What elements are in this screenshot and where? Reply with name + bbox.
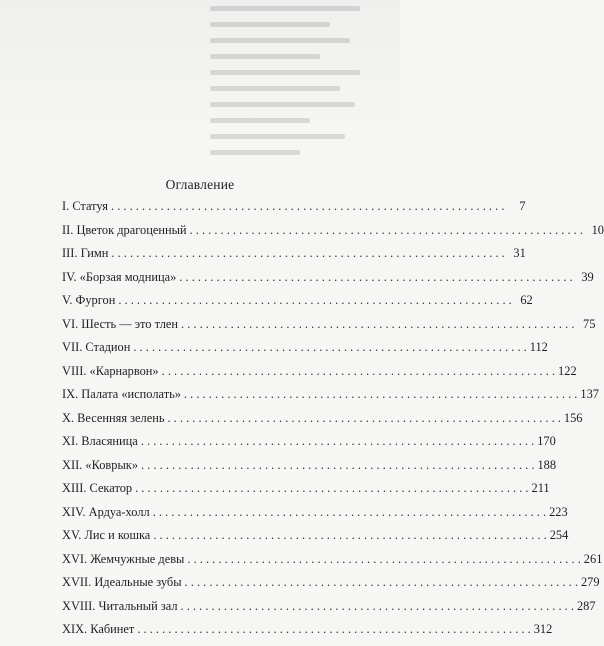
- toc-entry-page-number: 211: [531, 481, 550, 495]
- toc-entry-title: IX. Палата «исполать»: [62, 387, 181, 401]
- toc-entry: [62, 387, 599, 411]
- toc-entry: [62, 528, 569, 552]
- toc-entry: [62, 575, 600, 599]
- toc-entry-title: XVIII. Читальный зал: [62, 598, 178, 613]
- dot-leader: [162, 364, 555, 379]
- toc-entry: [62, 457, 557, 482]
- dot-leader: [137, 622, 530, 637]
- toc-entry: [62, 293, 533, 317]
- dot-leader: [153, 528, 546, 543]
- toc-entry-title: II. Цветок драгоценный: [62, 222, 187, 237]
- toc-entry-title: XIX. Кабинет: [62, 622, 135, 636]
- toc-entry-page-number: 75: [583, 316, 596, 331]
- dot-leader: [111, 199, 504, 214]
- toc-entry: [62, 363, 577, 388]
- toc-entry-title: IV. «Борзая модница»: [62, 269, 177, 284]
- toc-entry-page-number: 279: [580, 575, 600, 589]
- toc-entry-page-number: 287: [576, 598, 596, 613]
- dot-leader: [111, 246, 504, 261]
- toc-entry: [62, 269, 594, 294]
- toc-entry-title: VIII. «Карнарвон»: [62, 363, 159, 378]
- toc-entry: [62, 222, 604, 247]
- toc-entry-page-number: 62: [520, 293, 533, 307]
- toc-entry-title: X. Весенняя зелень: [62, 410, 165, 425]
- toc-entry-title: I. Статуя: [62, 199, 109, 213]
- dot-leader: [184, 387, 577, 402]
- toc-entry-page-number: 254: [549, 528, 569, 542]
- toc-entry-title: III. Гимн: [62, 246, 109, 260]
- toc-entry-title: V. Фургон: [62, 293, 116, 307]
- toc-entry-page-number: 7: [519, 199, 526, 213]
- toc-entry-page-number: 10: [591, 222, 604, 237]
- toc-entry-page-number: 223: [549, 504, 568, 519]
- toc-entry: [62, 481, 550, 505]
- toc-entry: [62, 246, 526, 270]
- toc-entry-page-number: 312: [533, 622, 553, 636]
- toc-entry-title: VI. Шесть — это тлен: [62, 316, 179, 331]
- toc-entry-page-number: 112: [529, 340, 548, 354]
- dot-leader: [190, 223, 583, 238]
- toc-entry: [62, 316, 596, 341]
- toc-entry-title: XII. «Коврык»: [62, 457, 139, 472]
- toc-entry-page-number: 156: [563, 410, 583, 425]
- dot-leader: [181, 599, 574, 614]
- toc-entry-page-number: 137: [580, 387, 599, 401]
- dot-leader: [187, 552, 580, 567]
- toc-entry: [62, 340, 548, 364]
- toc-entry-page-number: 122: [558, 363, 577, 378]
- dot-leader: [181, 317, 574, 332]
- toc-entry: [62, 598, 596, 623]
- toc-entry-page-number: 39: [581, 269, 594, 284]
- toc-entry-title: XV. Лис и кошка: [62, 528, 151, 542]
- dot-leader: [153, 505, 546, 520]
- toc-entry: [62, 504, 568, 529]
- toc-entry-page-number: 170: [537, 434, 556, 448]
- table-of-contents: [62, 199, 604, 646]
- toc-entry-page-number: 261: [583, 551, 603, 566]
- dot-leader: [185, 575, 578, 590]
- toc-entry-title: VII. Стадион: [62, 340, 131, 354]
- dot-leader: [118, 293, 511, 308]
- toc-entry-page-number: 31: [513, 246, 526, 260]
- dot-leader: [141, 458, 534, 473]
- page-title: Оглавление: [165, 177, 235, 192]
- toc-entry: [62, 622, 553, 646]
- toc-entry: [62, 199, 526, 223]
- dot-leader: [141, 434, 534, 449]
- dot-leader: [133, 340, 526, 355]
- toc-entry-title: XVI. Жемчужные девы: [62, 551, 185, 566]
- dot-leader: [179, 270, 572, 285]
- toc-entry-title: XVII. Идеальные зубы: [62, 575, 182, 589]
- toc-entry-page-number: 188: [537, 457, 557, 472]
- reverse-page-bleed-through: [210, 0, 400, 165]
- toc-entry-title: XIV. Ардуа-холл: [62, 504, 150, 519]
- dot-leader: [167, 411, 560, 426]
- toc-entry-title: XI. Власяница: [62, 434, 138, 448]
- toc-entry: [62, 410, 583, 435]
- dot-leader: [135, 481, 528, 496]
- toc-entry-title: XIII. Секатор: [62, 481, 133, 495]
- toc-entry: [62, 551, 603, 576]
- toc-entry: [62, 434, 556, 458]
